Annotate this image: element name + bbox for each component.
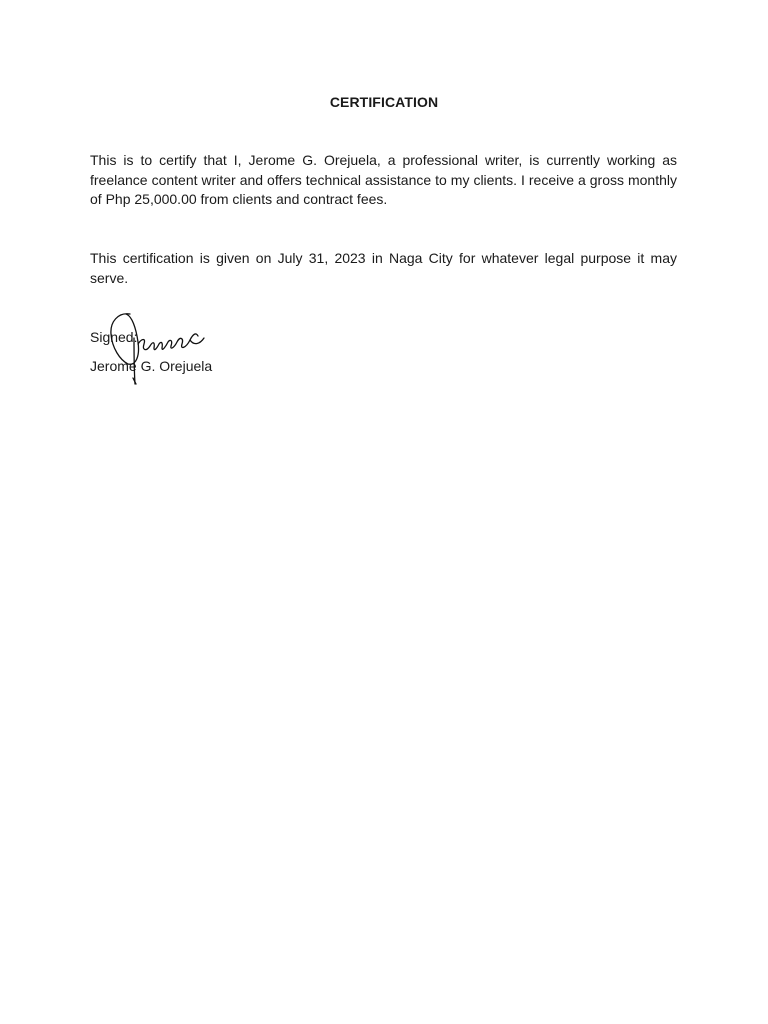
signatory-name: Jerome G. Orejuela: [90, 358, 213, 374]
certification-purpose-paragraph: This certification is given on July 31, 2023 in Naga City for whatever legal purpose it may serve.: [90, 250, 677, 286]
handwritten-signature: [100, 308, 210, 392]
page-title: CERTIFICATION: [329, 94, 439, 110]
signed-label: Signed:: [90, 329, 138, 345]
certification-body-paragraph: This is to certify that I, Jerome G. Orejuela, a professional writer, is currently working as freelance content writer and offers technical assistance to my clients. I receive a gross monthly of Php 25,000.00 from clients and contract fees.: [90, 152, 677, 207]
